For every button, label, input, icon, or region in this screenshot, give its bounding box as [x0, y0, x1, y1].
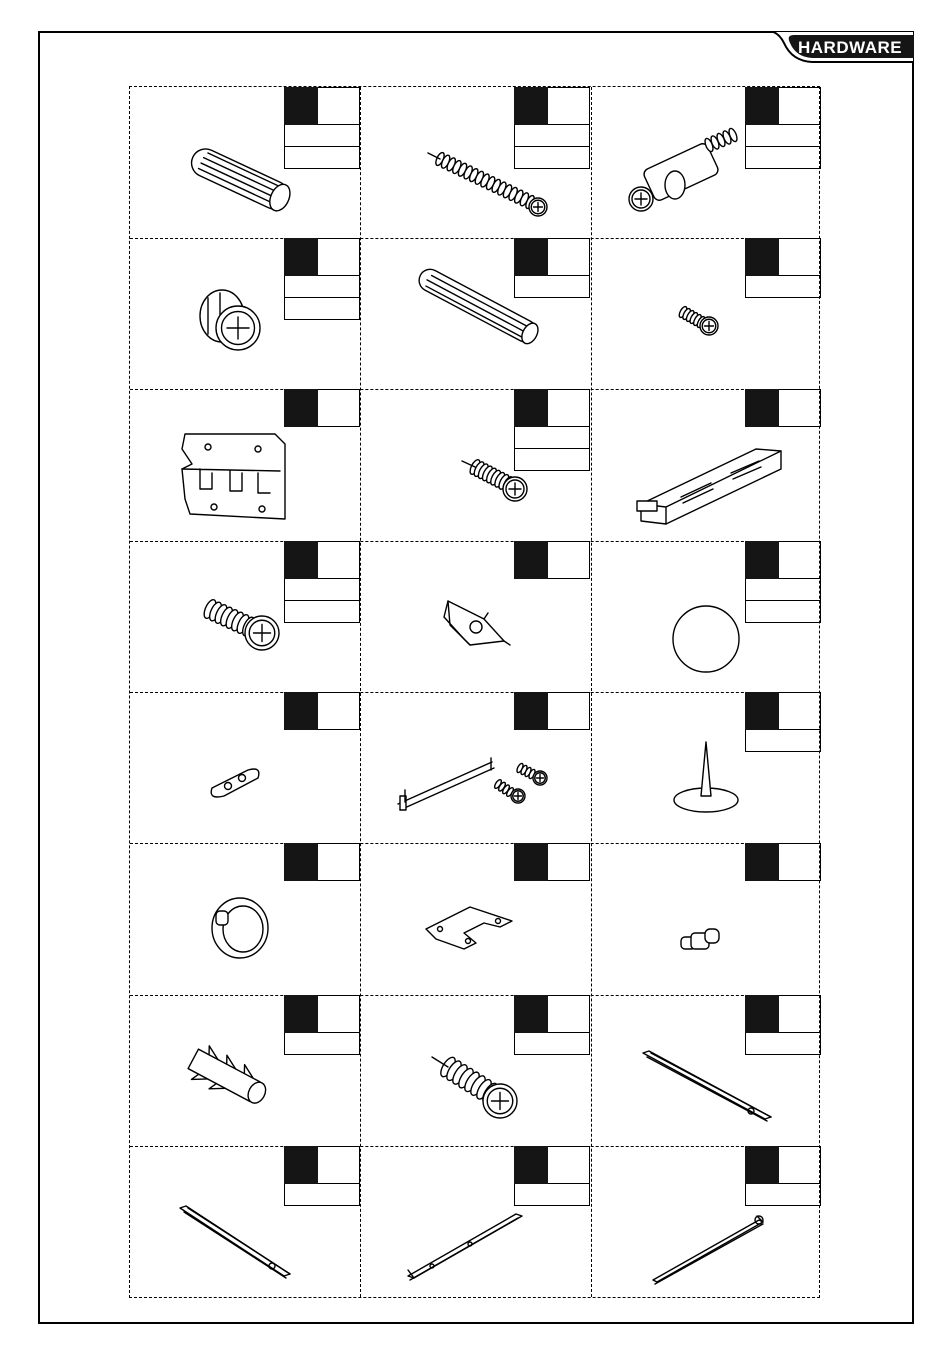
part-info-row	[514, 1033, 590, 1055]
part-info-row	[745, 1184, 821, 1206]
part-info-row	[284, 1184, 360, 1206]
part-id-box	[745, 238, 779, 276]
part-qty-box	[548, 995, 590, 1033]
part-cell	[591, 87, 821, 238]
part-id-box	[284, 1146, 318, 1184]
part-id-box	[514, 843, 548, 881]
part-id-box	[284, 87, 318, 125]
part-cell	[130, 87, 360, 238]
part-qty-box	[318, 995, 360, 1033]
part-qty-box	[318, 389, 360, 427]
part-qty-box	[779, 843, 821, 881]
section-tab-label: HARDWARE	[798, 38, 903, 57]
part-id-box	[284, 843, 318, 881]
part-info-row	[284, 147, 360, 169]
part-cell	[591, 238, 821, 389]
part-cell	[130, 1146, 360, 1297]
part-qty-box	[548, 541, 590, 579]
part-info-row	[514, 147, 590, 169]
part-label-box	[514, 843, 590, 881]
part-label-box	[514, 1146, 590, 1206]
part-info-row	[745, 147, 821, 169]
part-cell	[130, 995, 360, 1146]
part-id-box	[514, 238, 548, 276]
hardware-grid	[129, 86, 820, 1298]
part-cell	[360, 389, 590, 540]
part-info-row	[514, 1184, 590, 1206]
part-id-box	[514, 692, 548, 730]
part-cell	[130, 389, 360, 540]
part-info-row	[745, 1033, 821, 1055]
part-qty-box	[318, 541, 360, 579]
part-label-box	[284, 843, 360, 881]
part-label-box	[745, 843, 821, 881]
part-id-box	[745, 692, 779, 730]
part-info-row	[284, 1033, 360, 1055]
part-info-row	[284, 601, 360, 623]
part-cell	[130, 541, 360, 692]
part-cell	[360, 843, 590, 994]
part-id-box	[514, 995, 548, 1033]
part-id-box	[745, 541, 779, 579]
part-cell	[591, 692, 821, 843]
part-cell	[130, 692, 360, 843]
part-info-row	[284, 125, 360, 147]
part-label-box	[284, 389, 360, 427]
part-cell	[591, 541, 821, 692]
section-tab	[768, 31, 914, 63]
part-id-box	[284, 238, 318, 276]
part-id-box	[745, 389, 779, 427]
part-label-box	[745, 1146, 821, 1206]
part-info-row	[745, 730, 821, 752]
part-qty-box	[779, 238, 821, 276]
part-label-box	[514, 389, 590, 471]
part-id-box	[745, 843, 779, 881]
part-info-row	[514, 276, 590, 298]
part-info-row	[745, 601, 821, 623]
part-label-box	[745, 87, 821, 169]
part-qty-box	[318, 692, 360, 730]
part-id-box	[284, 692, 318, 730]
part-label-box	[745, 389, 821, 427]
part-info-row	[745, 125, 821, 147]
part-qty-box	[779, 692, 821, 730]
part-qty-box	[779, 1146, 821, 1184]
part-qty-box	[779, 389, 821, 427]
part-label-box	[284, 87, 360, 169]
part-qty-box	[779, 995, 821, 1033]
part-info-row	[745, 579, 821, 601]
part-cell	[591, 389, 821, 540]
part-qty-box	[548, 692, 590, 730]
part-label-box	[284, 692, 360, 730]
part-label-box	[514, 541, 590, 579]
part-id-box	[284, 995, 318, 1033]
part-cell	[591, 1146, 821, 1297]
part-label-box	[284, 995, 360, 1055]
part-qty-box	[548, 1146, 590, 1184]
part-qty-box	[548, 389, 590, 427]
part-info-row	[514, 449, 590, 471]
part-label-box	[514, 692, 590, 730]
part-qty-box	[548, 843, 590, 881]
part-label-box	[745, 541, 821, 623]
part-qty-box	[779, 87, 821, 125]
part-qty-box	[318, 238, 360, 276]
part-label-box	[284, 541, 360, 623]
part-label-box	[514, 238, 590, 298]
part-cell	[360, 238, 590, 389]
part-id-box	[514, 1146, 548, 1184]
part-label-box	[514, 87, 590, 169]
part-cell	[591, 995, 821, 1146]
part-label-box	[284, 1146, 360, 1206]
part-info-row	[514, 427, 590, 449]
part-info-row	[284, 579, 360, 601]
part-info-row	[514, 125, 590, 147]
part-label-box	[745, 692, 821, 752]
part-id-box	[514, 389, 548, 427]
part-cell	[360, 1146, 590, 1297]
part-cell	[360, 87, 590, 238]
part-info-row	[284, 298, 360, 320]
part-qty-box	[318, 1146, 360, 1184]
part-id-box	[745, 1146, 779, 1184]
part-info-row	[284, 276, 360, 298]
part-qty-box	[548, 87, 590, 125]
part-qty-box	[318, 843, 360, 881]
part-cell	[360, 692, 590, 843]
part-cell	[360, 995, 590, 1146]
part-id-box	[745, 87, 779, 125]
part-id-box	[745, 995, 779, 1033]
part-id-box	[284, 541, 318, 579]
part-cell	[130, 843, 360, 994]
part-label-box	[745, 238, 821, 298]
part-info-row	[745, 276, 821, 298]
part-id-box	[514, 87, 548, 125]
part-cell	[130, 238, 360, 389]
part-id-box	[284, 389, 318, 427]
part-qty-box	[318, 87, 360, 125]
part-qty-box	[779, 541, 821, 579]
part-label-box	[284, 238, 360, 320]
part-cell	[360, 541, 590, 692]
part-cell	[591, 843, 821, 994]
part-qty-box	[548, 238, 590, 276]
part-label-box	[514, 995, 590, 1055]
part-id-box	[514, 541, 548, 579]
part-label-box	[745, 995, 821, 1055]
